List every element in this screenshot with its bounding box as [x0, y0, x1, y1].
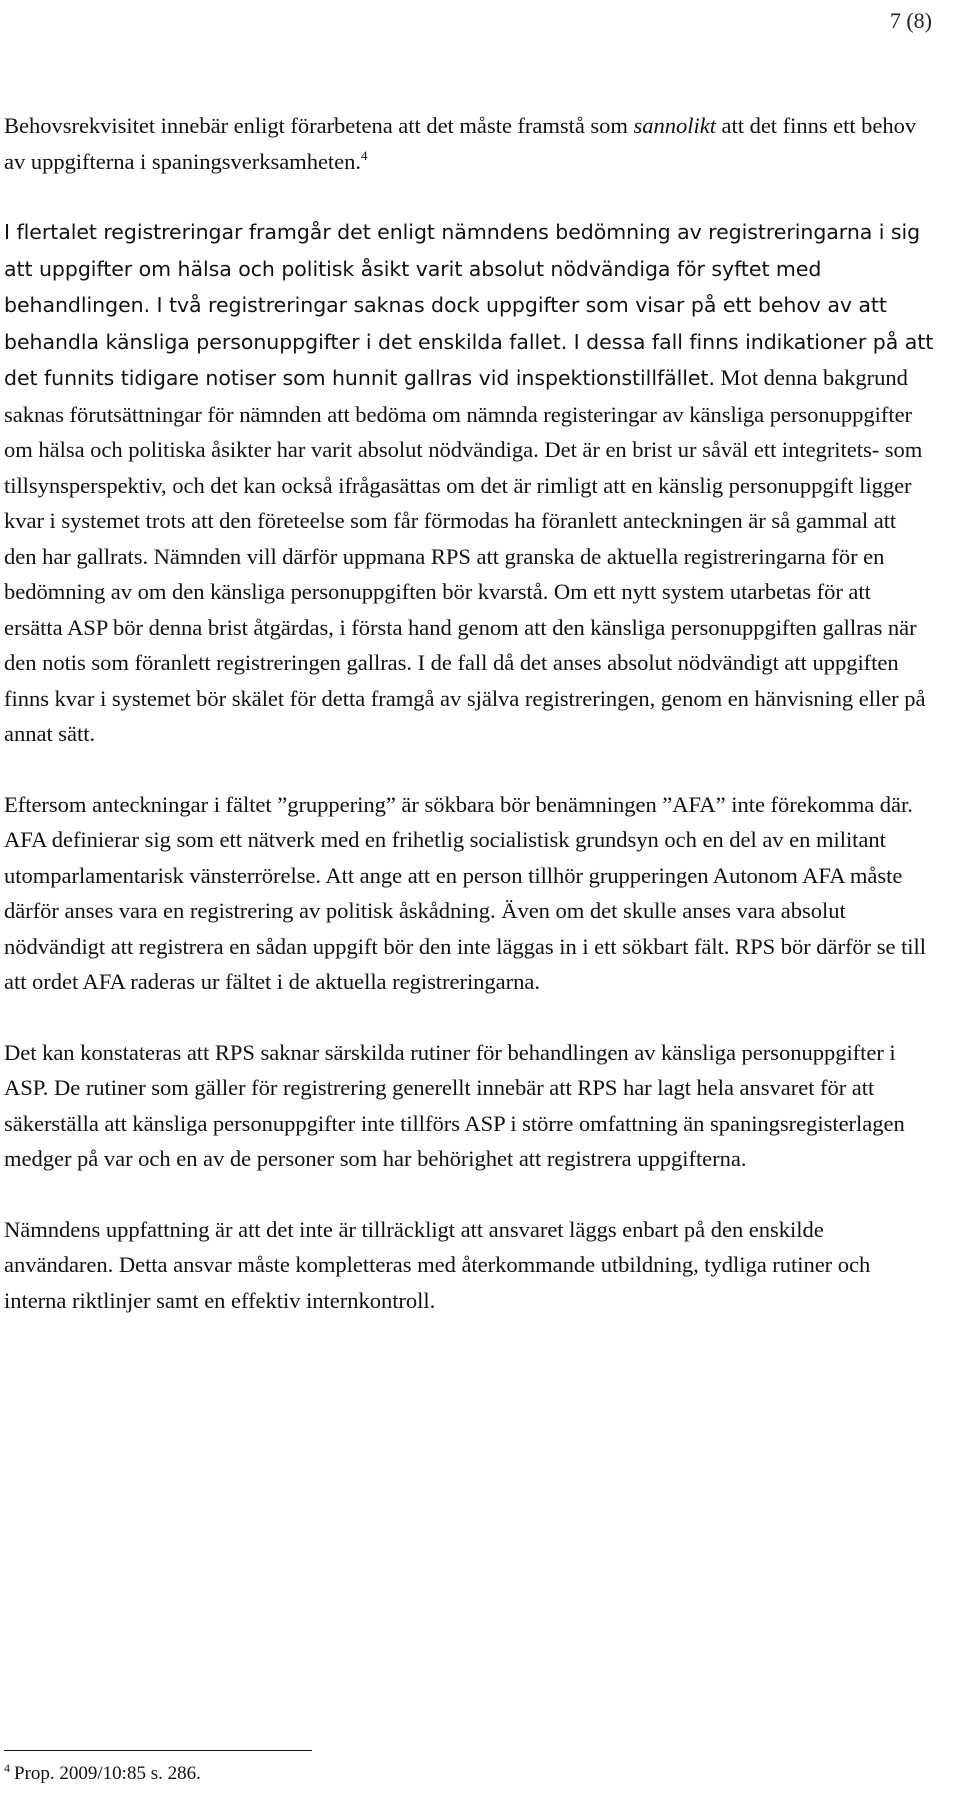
- paragraph-text: att det finns ett behov av uppgifterna i spaningsverksamheten.: [4, 113, 917, 174]
- paragraph-rutiner: Det kan konstateras att RPS saknar särskilda rutiner för behandlingen av känsliga personuppgifter i ASP. De rutiner som gäller för registrering generellt innebär att RPS har lagt hela ansvaret för att säkerställa att känsliga personuppgifter inte tillförs ASP i större omfattning än spaningsregisterlagen medger på var och en av de personer som har behörighet att registrera uppgifterna.: [4, 1039, 905, 1171]
- emphasis-text: sannolikt: [633, 113, 716, 138]
- document-body: [4, 108, 934, 1318]
- footnote-number: 4: [4, 1761, 10, 1775]
- paragraph-behovsrekvisitet: [4, 108, 934, 179]
- footnote: [4, 1760, 201, 1788]
- paragraph-uppfattning: Nämndens uppfattning är att det inte är tillräckligt att ansvaret läggs enbart på den enskilde användaren. Detta ansvar måste kompletteras med återkommande utbildning, tydliga rutiner och interna riktlinjer samt en effektiv internkontroll.: [4, 1216, 871, 1313]
- paragraph-text-sans: I flertalet registreringar framgår det enligt nämndens bedömning av registreringarna i sig att uppgifter om hälsa och politisk åsikt varit absolut nödvändiga för syftet med behandlingen. I två registreringar saknas dock uppgifter som visar på ett behov av att behandla känsliga personuppgifter i det enskilda fallet. I dessa fall finns indikationer på att det funnits tidigare notiser som hunnit gallras vid inspektionstillfället.: [4, 220, 934, 390]
- footnote-text: Prop. 2009/10:85 s. 286.: [14, 1763, 201, 1784]
- page-number: 7 (8): [889, 8, 932, 33]
- paragraph-afa: Eftersom anteckningar i fältet ”gruppering” är sökbara bör benämningen ”AFA” inte förekomma där. AFA definierar sig som ett nätverk med en frihetlig socialistisk grundsyn och en del av en militant utomparlamentarisk vänsterrörelse. Att ange att en person tillhör grupperingen Autonom AFA måste därför anses vara en registrering av politisk åskådning. Även om det skulle anses vara absolut nödvändigt att registrera en sådan uppgift bör den inte läggas in i ett sökbart fält. RPS bör därför se till att ordet AFA raderas ur fältet i de aktuella registreringarna.: [4, 791, 926, 994]
- footnote-separator: [4, 1750, 312, 1751]
- footnote-reference: 4: [361, 147, 368, 163]
- paragraph-bedomning: [4, 214, 934, 752]
- paragraph-text: Mot denna bakgrund saknas förutsättningar för nämnden att bedöma om nämnda registeringar av känsliga personuppgifter om hälsa och politiska åsikter har varit absolut nödvändiga. Det är en brist ur såväl ett integritets- som tillsynsperspektiv, och det kan också ifrågasättas om det är rimligt att en känslig personuppgift ligger kvar i systemet trots att den företeelse som får förmodas ha föranlett anteckningen är så gammal att den har gallrats. Nämnden vill därför uppmana RPS att granska de aktuella registreringarna för en bedömning av om den känsliga personuppgiften bör kvarstå. Om ett nytt system utarbetas för att ersätta ASP bör denna brist åtgärdas, i första hand genom att den känsliga personuppgiften gallras när den notis som föranlett registreringen gallras. I de fall då det anses absolut nödvändigt att uppgiften finns kvar i systemet bör skälet för detta framgå av själva registreringen, genom en hänvisning eller på annat sätt.: [4, 365, 926, 746]
- paragraph-text: Behovsrekvisitet innebär enligt förarbetena att det måste framstå som: [4, 113, 634, 138]
